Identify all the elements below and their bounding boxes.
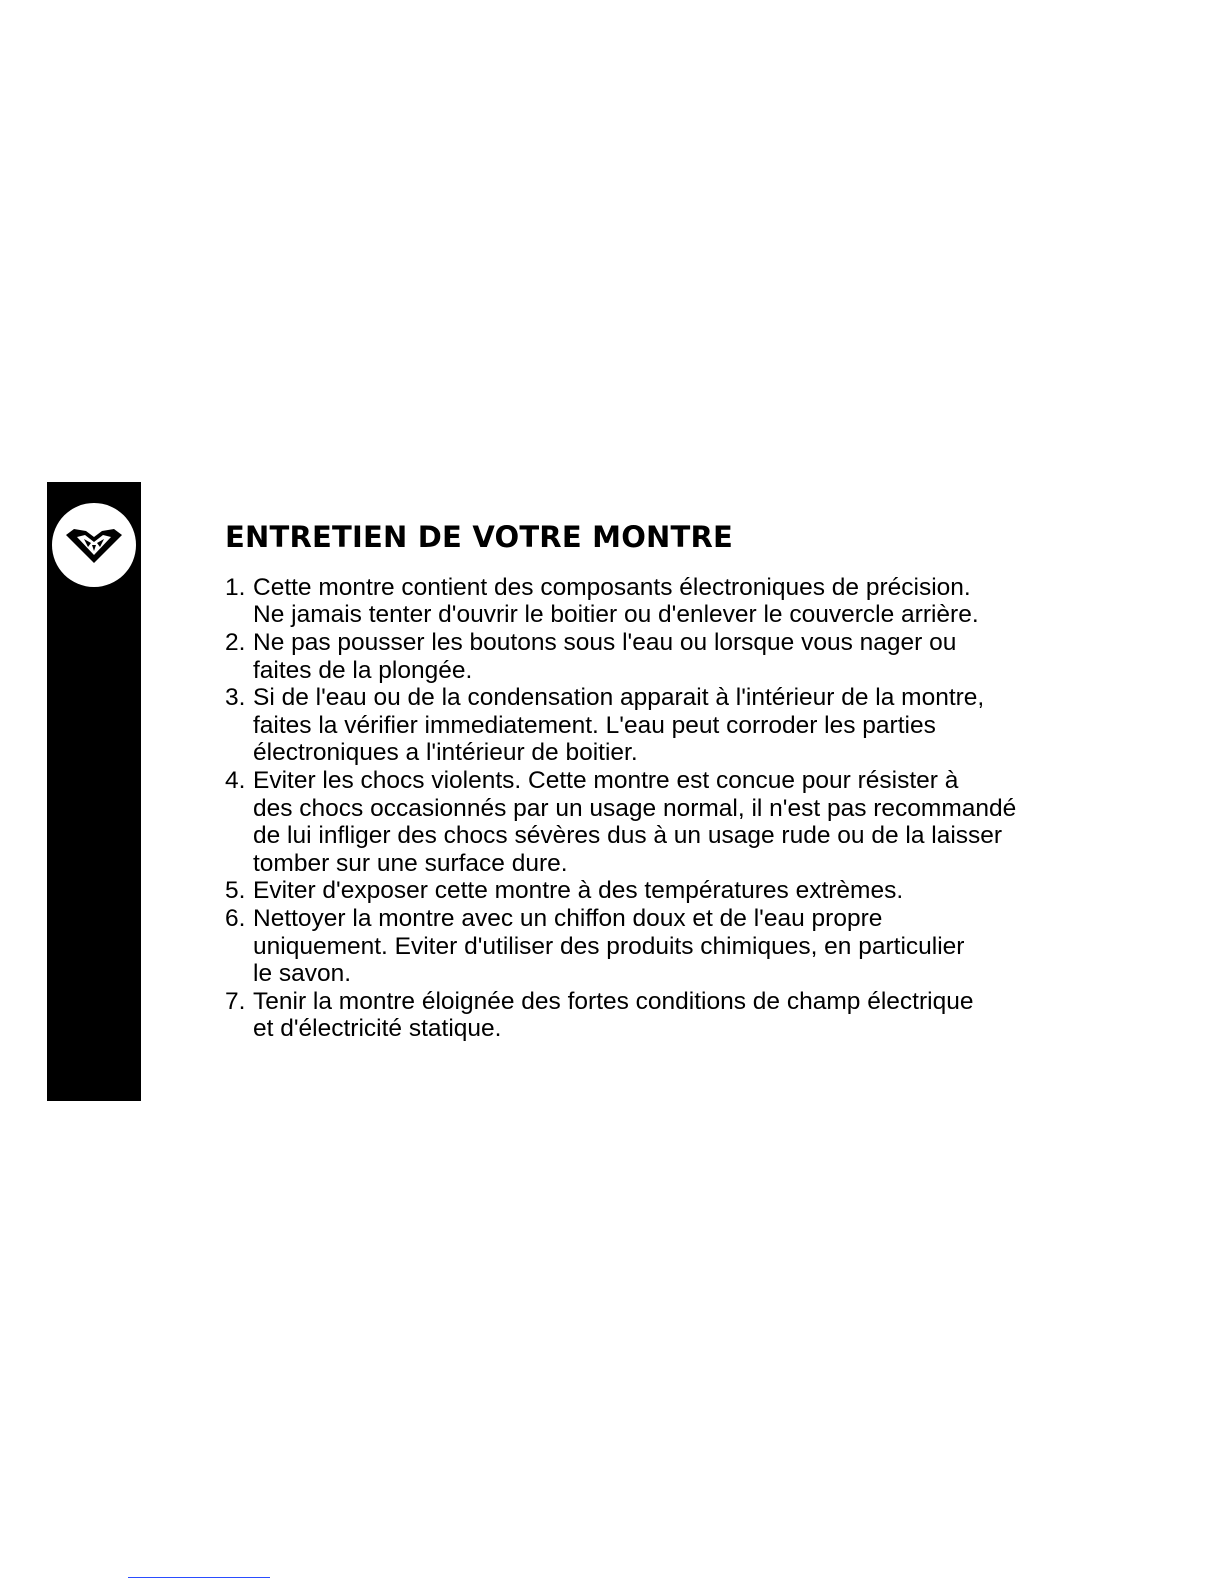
brand-logo: [52, 503, 136, 587]
page-title: ENTRETIEN DE VOTRE MONTRE: [225, 520, 734, 554]
heart-logo-icon: [64, 525, 124, 565]
list-item: [225, 574, 1205, 629]
item-line: faites la vérifier immediatement. L'eau peut corroder les parties: [253, 711, 936, 739]
item-number: 3.: [225, 684, 246, 712]
item-line: uniquement. Eviter d'utiliser des produits chimiques, en particulier: [253, 932, 965, 960]
list-item: [225, 905, 1205, 988]
item-number: 4.: [225, 767, 246, 795]
item-line: Ne pas pousser les boutons sous l'eau ou lorsque vous nager ou: [253, 629, 957, 657]
item-number: 2.: [225, 629, 246, 657]
item-line: de lui infliger des chocs sévères dus à un usage rude ou de la laisser: [253, 822, 1003, 850]
care-section: [225, 522, 1205, 1043]
item-line: Tenir la montre éloignée des fortes conditions de champ électrique: [253, 987, 974, 1015]
item-number: 6.: [225, 905, 246, 933]
list-item: [225, 629, 1205, 684]
list-item: [225, 877, 1205, 905]
item-line: des chocs occasionnés par un usage normal, il n'est pas recommandé: [253, 794, 1017, 822]
side-tab: [47, 482, 141, 1101]
footer-rule: [128, 1577, 270, 1578]
item-line: Cette montre contient des composants électroniques de précision.: [253, 573, 971, 601]
item-line: électroniques a l'intérieur de boitier.: [253, 739, 638, 767]
item-line: Eviter les chocs violents. Cette montre est concue pour résister à: [253, 767, 959, 795]
item-number: 5.: [225, 877, 246, 905]
item-line: Ne jamais tenter d'ouvrir le boitier ou d'enlever le couvercle arrière.: [253, 601, 979, 629]
list-item: [225, 767, 1205, 877]
item-line: Eviter d'exposer cette montre à des températures extrèmes.: [253, 877, 904, 905]
item-line: Si de l'eau ou de la condensation apparait à l'intérieur de la montre,: [253, 684, 985, 712]
item-number: 1.: [225, 573, 246, 601]
care-list: [225, 574, 1205, 1043]
list-item: [225, 684, 1205, 767]
item-number: 7.: [225, 987, 246, 1015]
item-line: tomber sur une surface dure.: [253, 849, 568, 877]
item-line: faites de la plongée.: [253, 656, 473, 684]
item-line: Nettoyer la montre avec un chiffon doux et de l'eau propre: [253, 905, 883, 933]
item-line: et d'électricité statique.: [253, 1015, 502, 1043]
item-line: le savon.: [253, 960, 352, 988]
list-item: [225, 988, 1205, 1043]
